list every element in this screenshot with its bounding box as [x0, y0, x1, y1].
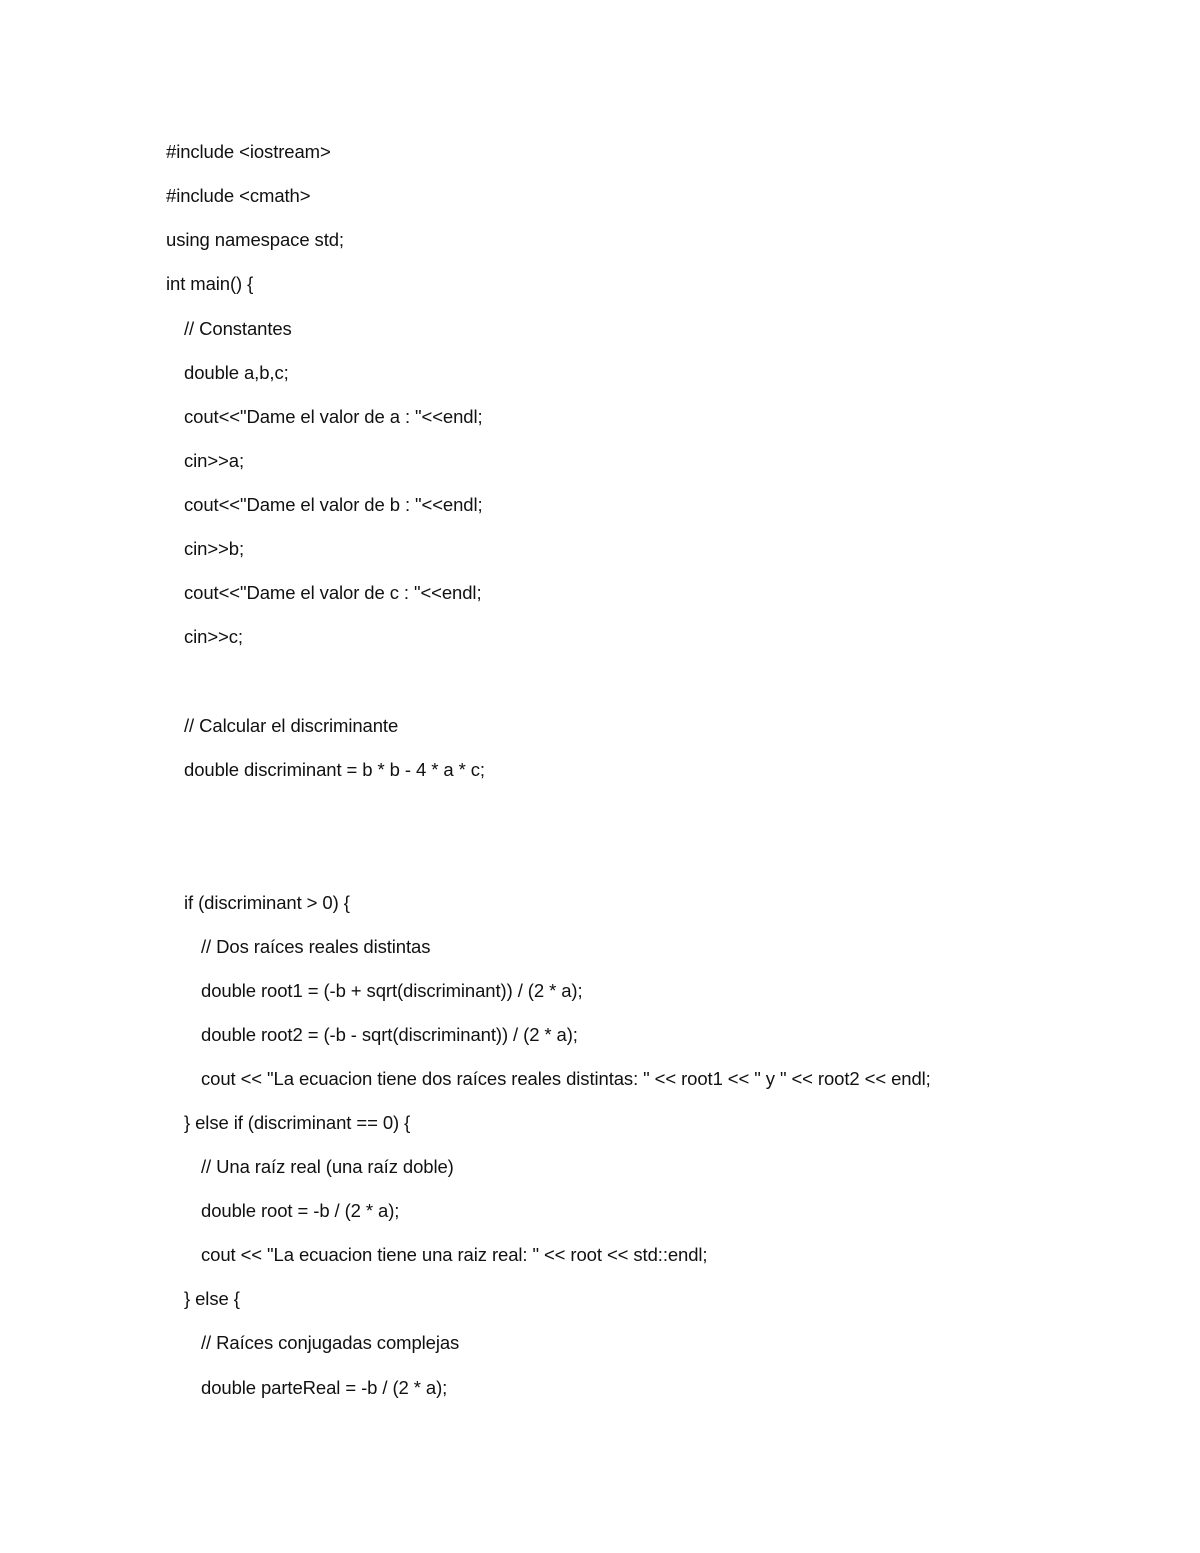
code-line: cout<<"Dame el valor de c : "<<endl;: [184, 582, 482, 603]
code-line: double root2 = (-b - sqrt(discriminant)) / (2 * a);: [201, 1024, 578, 1045]
code-line: } else {: [184, 1288, 240, 1309]
code-line: cout<<"Dame el valor de a : "<<endl;: [184, 406, 483, 427]
code-line: using namespace std;: [166, 229, 344, 250]
code-comment: // Una raíz real (una raíz doble): [201, 1156, 454, 1177]
code-line: double root = -b / (2 * a);: [201, 1200, 400, 1221]
code-line: int main() {: [166, 273, 254, 294]
code-line: cout << "La ecuacion tiene dos raíces reales distintas: " << root1 << " y " << root2 << endl;: [201, 1068, 931, 1089]
code-comment: // Raíces conjugadas complejas: [201, 1332, 460, 1353]
code-line: cout<<"Dame el valor de b : "<<endl;: [184, 494, 483, 515]
code-line: cin>>c;: [184, 626, 243, 647]
code-line: double a,b,c;: [184, 362, 289, 383]
code-line: #include <iostream>: [166, 141, 331, 162]
code-line: cin>>a;: [184, 450, 244, 471]
code-line: } else if (discriminant == 0) {: [184, 1112, 411, 1133]
code-comment: // Calcular el discriminante: [184, 715, 399, 736]
code-line: double discriminant = b * b - 4 * a * c;: [184, 759, 485, 780]
code-line: if (discriminant > 0) {: [184, 892, 350, 913]
code-line: double parteReal = -b / (2 * a);: [201, 1377, 448, 1398]
code-line: cout << "La ecuacion tiene una raiz real: " << root << std::endl;: [201, 1244, 708, 1265]
code-comment: // Constantes: [184, 318, 292, 339]
code-line: #include <cmath>: [166, 185, 311, 206]
code-comment: // Dos raíces reales distintas: [201, 936, 431, 957]
code-line: double root1 = (-b + sqrt(discriminant)) / (2 * a);: [201, 980, 583, 1001]
code-line: cin>>b;: [184, 538, 244, 559]
